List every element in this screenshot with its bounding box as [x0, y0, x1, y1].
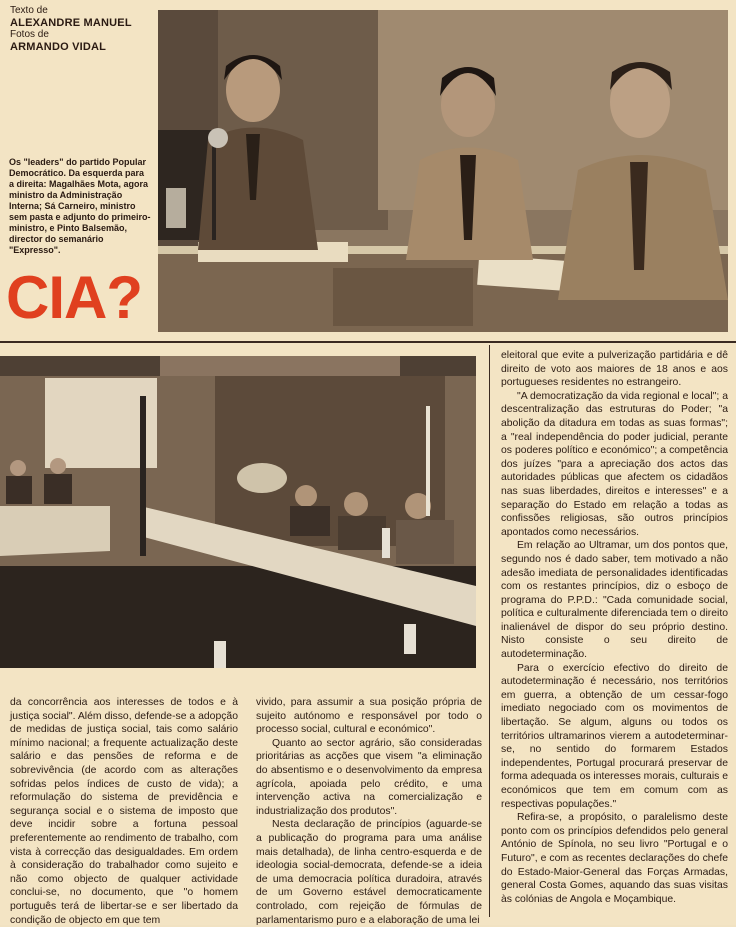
text-author: ALEXANDRE MANUEL	[10, 17, 132, 29]
article-column-2	[256, 696, 482, 927]
credits-block	[10, 5, 132, 53]
column-rule	[489, 345, 490, 917]
column-3-paragraph-2: "A democratização da vida regional e local"; a descentralização das estruturas do Poder; "a abolição da ditadura em todas as suas formas"; a "real independência do poder judicial, perante os poderes político e económico"; a competência dos juízes "para a apreciação dos actos das autoridades públicas que afectem os cidadãos nas suas liberdades, direitos e interesses" e a separação do Estado em relação a todas as confissões religiosas, são outros princípios apontados como necessários.	[501, 390, 728, 538]
column-2-paragraph-2: Quanto ao sector agrário, são consideradas prioritárias as acções que visem "a eliminação do absentismo e o desenvolvimento da empresa agrícola, apoiada pelo crédito, e uma intervenção activa na comercialização e industrialização dos produtos".	[256, 737, 482, 817]
photo-credit-label: Fotos de	[10, 29, 49, 40]
column-3-paragraph-1: eleitoral que evite a pulverização partidária e dê direito de voto aos maiores de 18 anos e aos portugueses residentes no estrangeiro.	[501, 350, 728, 389]
headline: CIA?	[6, 264, 142, 331]
column-2-paragraph-3: Nesta declaração de princípios (aguarde-se a publicação do programa para uma análise mais detalhada), de linha centro-esquerda e de ideologia social-democrata, defende-se a ideia de uma democracia política duradoira, através de um Governo estável democraticamente controlado, com rejeição de fórmulas de parlamentarismo puro e a elaboração de uma lei	[256, 819, 482, 926]
column-2-paragraph-1: vivido, para assumir a sua posição própria de sujeito autónomo e responsável por todo o processo social, cultural e económico".	[256, 697, 482, 736]
photo-author: ARMANDO VIDAL	[10, 41, 107, 53]
section-divider	[0, 341, 736, 343]
text-credit-label: Texto de	[10, 5, 48, 16]
column-1-paragraph-1: da concorrência aos interesses de todos e à justiça social". Além disso, defende-se a adopção de medidas de justiça social, tais como salário mínimo nacional; a frequente actualização deste salário e das pensões de reforma e de sobrevivência (de acordo com as alterações sofridas pelos índices de custo de vida); a reformulação do sistema de previdência e segurança social e o sistema de imposto que deve incidir sobre a fortuna pessoal preferentemente ao rendimento de trabalho, com vista à correcção das desigualdades. Em ordem à consideração do trabalhador como sujeito e não como objecto de qualquer actividade conclui-se, no documento, que "o homem português terá de libertar-se e ser libertado da condição de objecto em que tem	[10, 697, 238, 926]
photo-caption: Os "leaders" do partido Popular Democrático. Da esquerda para a direita: Magalhães Mota, agora ministro da Administração Interna; Sá Carneiro, ministro sem pasta e adjunto do primeiro-ministro, e Pinto Balsemão, director do semanário "Expresso".	[9, 157, 151, 255]
article-column-3	[501, 349, 728, 906]
meeting-room-photo	[0, 356, 476, 668]
column-3-paragraph-3: Em relação ao Ultramar, um dos pontos que, segundo nos é dado saber, tem motivado a não adesão imediata de personalidades identificadas com os restantes princípios, diz o esboço de programa do P.P.D.: "Cada comunidade social, política e culturalmente diferenciada tem o direito inalienável de dispor do seu próprio destino. Nisto consiste o seu direito de autodeterminação.	[501, 540, 728, 661]
column-3-paragraph-4: Para o exercício efectivo do direito de autodeterminação é necessário, nos territórios em guerra, a obtenção de um cessar-fogo imediato negociado com os movimentos de libertação. Se algum, alguns ou todos os territórios ultramarinos vierem a autodeterminar-se, no sentido do formarem Estados independentes, Portugal procurará preservar de forma adequada os interesses morais, culturais e económicos que tem em comum com as respectivas populações."	[501, 662, 728, 810]
press-conference-photo	[158, 10, 728, 332]
article-column-1	[10, 696, 238, 927]
column-3-paragraph-5: Refira-se, a propósito, o paralelismo deste ponto com os princípios defendidos pelo general António de Spínola, no seu livro "Portugal e o Futuro", e com as recentes declarações do chefe do Estado-Maior-General das Forças Armadas, general Costa Gomes, aquando das suas visitas às colónias de Angola e Moçambique.	[501, 812, 728, 905]
